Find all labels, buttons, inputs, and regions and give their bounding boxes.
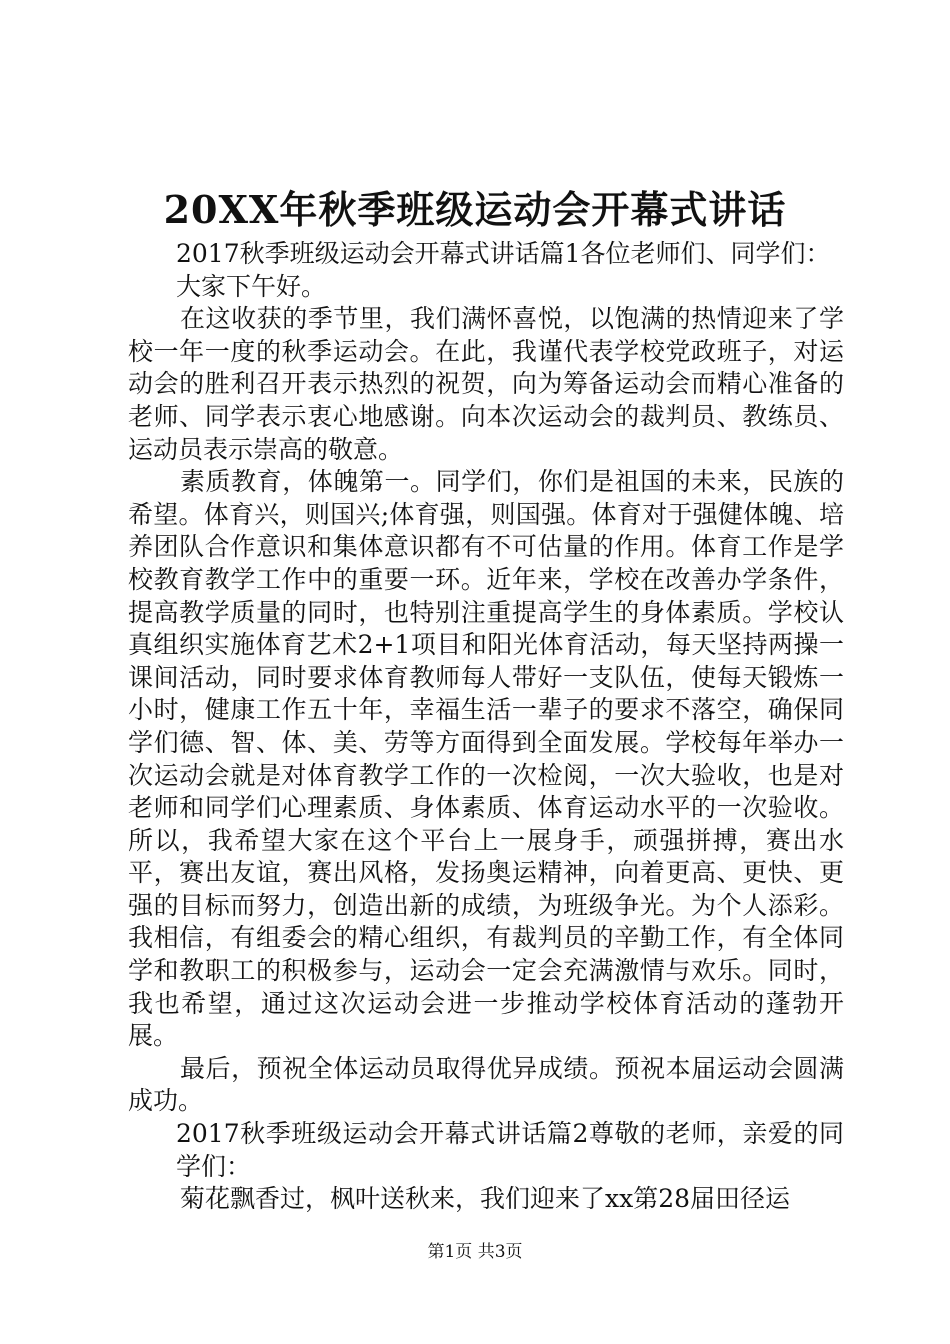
greeting-paragraph: 大家下午好。 [176, 271, 327, 301]
opening-paragraph: 在这收获的季节里，我们满怀喜悦，以饱满的热情迎来了学校一年一度的秋季运动会。在此，我谨代表学校党政班子，对运动会的胜利召开表示热烈的祝贺，向为筹备运动会而精心准备的老师、同学表示衷心地感谢。向本次运动会的裁判员、教练员、运动员表示崇高的敬意。 [128, 304, 844, 464]
section-heading-1: 2017秋季班级运动会开幕式讲话篇1各位老师们、同学们： [176, 239, 831, 268]
document-title: 20XX年秋季班级运动会开幕式讲话 [163, 187, 787, 232]
section-2-first-paragraph: 菊花飘香过，枫叶送秋来，我们迎来了xx第28届田径运 [180, 1184, 791, 1214]
document-body [128, 238, 844, 1216]
section-heading-2: 2017秋季班级运动会开幕式讲话篇2尊敬的老师，亲爱的同学们： [176, 1119, 844, 1181]
closing-paragraph: 最后，预祝全体运动员取得优异成绩。预祝本届运动会圆满成功。 [128, 1053, 844, 1116]
main-paragraph: 素质教育，体魄第一。同学们，你们是祖国的未来，民族的希望。体育兴，则国兴;体育强，则国强。体育对于强健体魄、培养团队合作意识和集体意识都有不可估量的作用。体育工作是学校教育教学工作中的重要一环。近年来，学校在改善办学条件，提高教学质量的同时，也特别注重提高学生的身体素质。学校认真组织实施体育艺术2+1项目和阳光体育活动，每天坚持两操一课间活动，同时要求体育教师每人带好一支队伍，使每天锻炼一小时，健康工作五十年，幸福生活一辈子的要求不落空，确保同学们德、智、体、美、劳等方面得到全面发展。学校每年举办一次运动会就是对体育教学工作的一次检阅，一次大验收，也是对老师和同学们心理素质、身体素质、体育运动水平的一次验收。所以，我希望大家在这个平台上一展身手，顽强拼搏，赛出水平，赛出友谊，赛出风格，发扬奥运精神，向着更高、更快、更强的目标而努力，创造出新的成绩，为班级争光。为个人添彩。我相信，有组委会的精心组织，有裁判员的辛勤工作，有全体同学和教职工的积极参与，运动会一定会充满激情与欢乐。同时，我也希望，通过这次运动会进一步推动学校体育活动的蓬勃开展。 [128, 467, 844, 1051]
page-footer: 第1页 共3页 [427, 1242, 523, 1262]
